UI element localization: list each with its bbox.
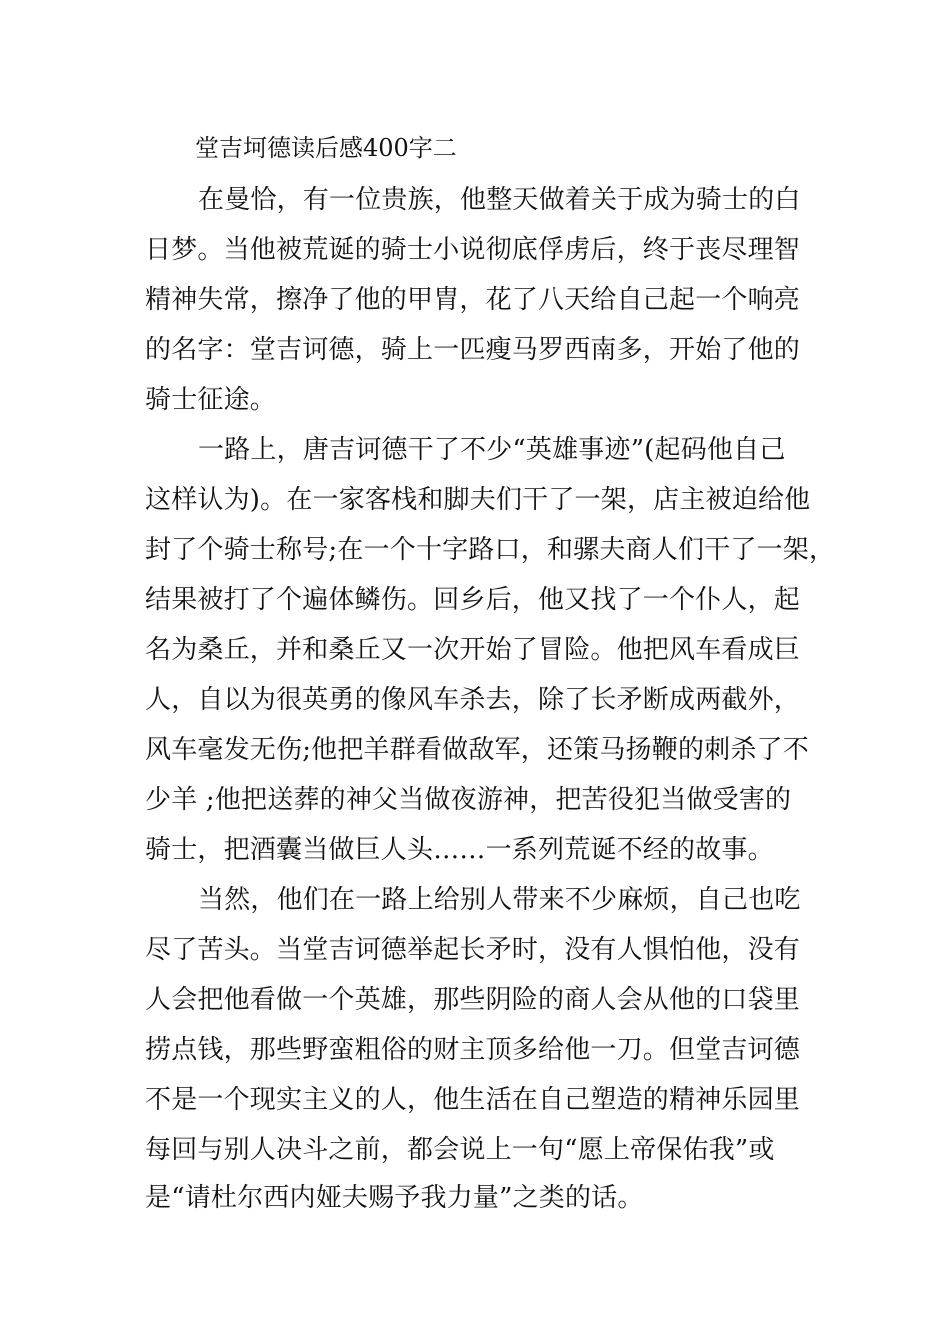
text-line: 名为桑丘，并和桑丘又一次开始了冒险。他把风车看成巨 [145, 635, 801, 665]
text-line: 当然，他们在一路上给别人带来不少麻烦，自己也吃 [198, 885, 801, 915]
text-line: 精神失常，擦净了他的甲胄，花了八天给自己起一个响亮 [145, 285, 801, 315]
text-line: 这样认为)。在一家客栈和脚夫们干了一架，店主被迫给他 [145, 485, 811, 515]
text-line: 骑士，把酒囊当做巨人头……一系列荒诞不经的故事。 [145, 835, 774, 865]
text-line: 结果被打了个遍体鳞伤。回乡后，他又找了一个仆人，起 [145, 585, 801, 615]
text-line: 骑士征途。 [145, 385, 277, 415]
text-line: 日梦。当他被荒诞的骑士小说彻底俘虏后，终于丧尽理智 [145, 235, 801, 265]
text-line: 是“请杜尔西内娅夫赐予我力量”之类的话。 [145, 1183, 644, 1213]
document-title: 堂吉坷德读后感400字二 [195, 134, 457, 162]
text-line: 在曼恰，有一位贵族，他整天做着关于成为骑士的白 [198, 185, 801, 215]
text-line: 少羊 ;他把送葬的神父当做夜游神，把苦役犯当做受害的 [145, 785, 792, 815]
text-line: 不是一个现实主义的人，他生活在自己塑造的精神乐园里 [145, 1085, 801, 1115]
text-line: 每回与别人决斗之前，都会说上一句“愿上帝保佑我”或 [145, 1135, 775, 1165]
text-line: 的名字：堂吉诃德，骑上一匹瘦马罗西南多，开始了他的 [145, 335, 801, 365]
text-line: 人，自以为很英勇的像风车杀去，除了长矛断成两截外， [145, 685, 801, 715]
text-line: 尽了苦头。当堂吉诃德举起长矛时，没有人惧怕他，没有 [145, 935, 801, 965]
text-line: 风车毫发无伤;他把羊群看做敌军，还策马扬鞭的刺杀了不 [145, 735, 809, 765]
text-line: 一路上，唐吉诃德干了不少“英雄事迹”(起码他自己 [198, 435, 786, 465]
text-line: 人会把他看做一个英雄，那些阴险的商人会从他的口袋里 [145, 985, 801, 1015]
text-line: 封了个骑士称号;在一个十字路口，和骡夫商人们干了一架， [145, 535, 836, 565]
text-line: 捞点钱，那些野蛮粗俗的财主顶多给他一刀。但堂吉诃德 [145, 1035, 801, 1065]
